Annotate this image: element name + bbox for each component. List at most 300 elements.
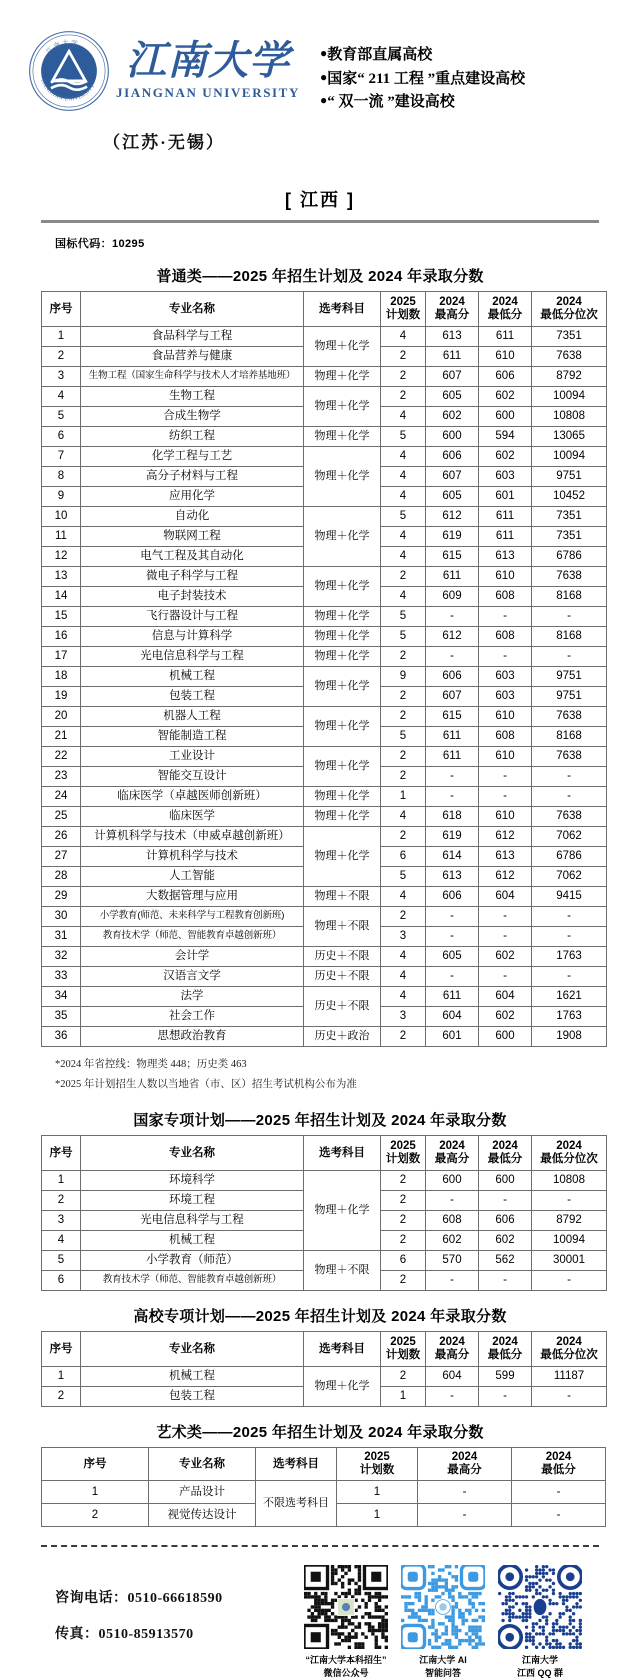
- cell-major: 教育技术学（师范、智能教育卓越创新班）: [81, 1270, 304, 1290]
- cell-high-score: -: [426, 607, 479, 627]
- col-header-plan: 2025 计划数: [381, 1331, 426, 1366]
- cell-rank: -: [532, 1270, 607, 1290]
- table-row: [42, 1366, 607, 1386]
- cell-high-score: 604: [426, 1366, 479, 1386]
- col-header-subject: 选考科目: [304, 1331, 381, 1366]
- cell-high-score: 615: [426, 707, 479, 727]
- cell-rank: -: [532, 767, 607, 787]
- cell-high-score: 605: [426, 387, 479, 407]
- cell-major: 机械工程: [81, 1230, 304, 1250]
- col-header-index: 序号: [42, 292, 81, 327]
- cell-rank: 1763: [532, 1007, 607, 1027]
- qr-code-group: [300, 1565, 582, 1680]
- badge-label: 国家“ 211 工程 ”重点建设高校: [327, 70, 526, 87]
- cell-subject: 物理＋化学: [304, 707, 381, 747]
- university-badges: [314, 30, 525, 115]
- cell-plan: 2: [381, 687, 426, 707]
- cell-high-score: 611: [426, 727, 479, 747]
- cell-high-score: -: [426, 1190, 479, 1210]
- footnote: *2025 年计划招生人数以当地省（市、区）招生考试机构公布为准: [55, 1078, 357, 1090]
- cell-plan: 1: [381, 1386, 426, 1406]
- cell-low-score: 604: [479, 887, 532, 907]
- cell-low-score: 604: [479, 987, 532, 1007]
- cell-subject: 历史＋不限: [304, 947, 381, 967]
- cell-subject: 物理＋化学: [304, 447, 381, 507]
- cell-high-score: 619: [426, 827, 479, 847]
- cell-major: 人工智能: [81, 867, 304, 887]
- cell-plan: 2: [381, 707, 426, 727]
- qr-code-qq-icon[interactable]: [498, 1565, 582, 1649]
- cell-index: 3: [42, 367, 81, 387]
- cell-low-score: -: [479, 1386, 532, 1406]
- cell-low-score: 612: [479, 827, 532, 847]
- cell-subject: 物理＋化学: [304, 807, 381, 827]
- cell-low-score: 600: [479, 407, 532, 427]
- admissions-table: [41, 1135, 607, 1291]
- art-admissions-table: [41, 1447, 606, 1527]
- cell-subject: 历史＋不限: [304, 987, 381, 1027]
- cell-major: 大数据管理与应用: [81, 887, 304, 907]
- cell-rank: 10808: [532, 1170, 607, 1190]
- cell-index: 2: [42, 1503, 149, 1526]
- cell-low-score: -: [479, 967, 532, 987]
- cell-index: 26: [42, 827, 81, 847]
- cell-rank: 1763: [532, 947, 607, 967]
- cell-major: 光电信息科学与工程: [81, 647, 304, 667]
- cell-high-score: 606: [426, 887, 479, 907]
- cell-rank: 10094: [532, 387, 607, 407]
- table-row: [42, 747, 607, 767]
- cell-index: 4: [42, 1230, 81, 1250]
- cell-subject: 物理＋化学: [304, 647, 381, 667]
- qr-code-item: [498, 1565, 582, 1680]
- col-header-high: 2024 最高分: [426, 1135, 479, 1170]
- cell-index: 19: [42, 687, 81, 707]
- cell-rank: 10094: [532, 1230, 607, 1250]
- footnotes: [0, 1047, 640, 1095]
- table-row: [42, 707, 607, 727]
- cell-plan: 2: [381, 1190, 426, 1210]
- cell-high-score: -: [426, 647, 479, 667]
- col-header-low: 2024 最低分: [479, 1135, 532, 1170]
- cell-high-score: 607: [426, 467, 479, 487]
- cell-rank: 7062: [532, 827, 607, 847]
- cell-plan: 2: [381, 767, 426, 787]
- table-row: [42, 667, 607, 687]
- cell-low-score: 613: [479, 547, 532, 567]
- cell-major: 环境科学: [81, 1170, 304, 1190]
- cell-rank: 6786: [532, 547, 607, 567]
- cell-rank: 7638: [532, 347, 607, 367]
- cell-major: 包装工程: [81, 1386, 304, 1406]
- cell-subject: 物理＋化学: [304, 507, 381, 567]
- col-header-rank: 2024 最低分位次: [532, 1331, 607, 1366]
- cell-plan: 2: [381, 1270, 426, 1290]
- cell-plan: 4: [381, 587, 426, 607]
- cell-index: 16: [42, 627, 81, 647]
- cell-plan: 2: [381, 907, 426, 927]
- cell-rank: 9415: [532, 887, 607, 907]
- cell-index: 8: [42, 467, 81, 487]
- section-title: 高校专项计划——2025 年招生计划及 2024 年录取分数: [133, 1307, 507, 1325]
- cell-low-score: 603: [479, 687, 532, 707]
- cell-high-score: 605: [426, 487, 479, 507]
- cell-major: 会计学: [81, 947, 304, 967]
- table-row: [42, 327, 607, 347]
- cell-rank: 1621: [532, 987, 607, 1007]
- cell-plan: 6: [381, 1250, 426, 1270]
- cell-rank: 7638: [532, 707, 607, 727]
- cell-index: 35: [42, 1007, 81, 1027]
- university-location: （江苏·无锡）: [103, 133, 225, 152]
- cell-low-score: 603: [479, 667, 532, 687]
- footnote: *2024 年省控线：物理类 448；历史类 463: [55, 1059, 247, 1070]
- cell-index: 15: [42, 607, 81, 627]
- cell-rank: 10452: [532, 487, 607, 507]
- cell-major: 社会工作: [81, 1007, 304, 1027]
- cell-low-score: -: [479, 787, 532, 807]
- admissions-table: [41, 1331, 607, 1407]
- cell-rank: 8792: [532, 367, 607, 387]
- page-header: [0, 0, 640, 170]
- cell-major: 高分子材料与工程: [81, 467, 304, 487]
- cell-rank: 11187: [532, 1366, 607, 1386]
- cell-major: 思想政治教育: [81, 1027, 304, 1047]
- table-row: [42, 987, 607, 1007]
- cell-low-score: 600: [479, 1027, 532, 1047]
- cell-rank: 7638: [532, 807, 607, 827]
- cell-subject: 物理＋不限: [304, 907, 381, 947]
- cell-rank: 9751: [532, 667, 607, 687]
- cell-high-score: 601: [426, 1027, 479, 1047]
- table-row: [42, 807, 607, 827]
- cell-high-score: 613: [426, 867, 479, 887]
- cell-high-score: -: [426, 907, 479, 927]
- cell-index: 21: [42, 727, 81, 747]
- cell-plan: 5: [381, 607, 426, 627]
- cell-rank: -: [532, 647, 607, 667]
- cell-rank: -: [532, 787, 607, 807]
- cell-high-score: 607: [426, 367, 479, 387]
- table-row: [42, 1170, 607, 1190]
- cell-rank: -: [532, 1386, 607, 1406]
- table-row: [42, 447, 607, 467]
- col-header-low: 2024 最低分: [512, 1447, 606, 1480]
- cell-low-score: 606: [479, 1210, 532, 1230]
- cell-subject: 物理＋化学: [304, 827, 381, 887]
- cell-high-score: -: [426, 767, 479, 787]
- cell-low-score: 602: [479, 387, 532, 407]
- cell-major: 飞行器设计与工程: [81, 607, 304, 627]
- cell-high-score: 570: [426, 1250, 479, 1270]
- table-row: [42, 507, 607, 527]
- cell-index: 3: [42, 1210, 81, 1230]
- cell-subject: 物理＋化学: [304, 627, 381, 647]
- table-row: [42, 387, 607, 407]
- header-divider: [41, 220, 599, 223]
- cell-plan: 3: [381, 1007, 426, 1027]
- cell-index: 6: [42, 427, 81, 447]
- cell-low-score: 600: [479, 1170, 532, 1190]
- cell-plan: 4: [381, 327, 426, 347]
- cell-index: 29: [42, 887, 81, 907]
- cell-rank: 8792: [532, 1210, 607, 1230]
- province-title: [ 江西 ]: [285, 190, 355, 210]
- cell-rank: 30001: [532, 1250, 607, 1270]
- cell-plan: 5: [381, 867, 426, 887]
- cell-major: 化学工程与工艺: [81, 447, 304, 467]
- cell-rank: -: [532, 607, 607, 627]
- cell-index: 33: [42, 967, 81, 987]
- cell-plan: 1: [337, 1503, 418, 1526]
- col-header-subject: 选考科目: [304, 1135, 381, 1170]
- university-name-cn: 江南大学: [126, 38, 290, 83]
- badge-label: “ 双一流 ”建设高校: [327, 94, 455, 111]
- cell-plan: 4: [381, 407, 426, 427]
- cell-low-score: -: [479, 927, 532, 947]
- cell-major: 信息与计算科学: [81, 627, 304, 647]
- col-header-index: 序号: [42, 1135, 81, 1170]
- cell-index: 1: [42, 1366, 81, 1386]
- table-row: [42, 947, 607, 967]
- cell-plan: 4: [381, 807, 426, 827]
- cell-high-score: 612: [426, 507, 479, 527]
- cell-index: 30: [42, 907, 81, 927]
- cell-rank: 9751: [532, 687, 607, 707]
- cell-major: 食品科学与工程: [81, 327, 304, 347]
- cell-index: 1: [42, 1480, 149, 1503]
- cell-high-score: 600: [426, 1170, 479, 1190]
- cell-high-score: 614: [426, 847, 479, 867]
- cell-index: 25: [42, 807, 81, 827]
- cell-high-score: 607: [426, 687, 479, 707]
- cell-plan: 4: [381, 967, 426, 987]
- cell-rank: 7351: [532, 327, 607, 347]
- cell-index: 7: [42, 447, 81, 467]
- cell-rank: 7638: [532, 747, 607, 767]
- table-row: [42, 827, 607, 847]
- cell-major: 纺织工程: [81, 427, 304, 447]
- cell-high-score: -: [426, 1270, 479, 1290]
- cell-high-score: 611: [426, 347, 479, 367]
- cell-high-score: 602: [426, 407, 479, 427]
- cell-low-score: 602: [479, 947, 532, 967]
- col-header-high: 2024 最高分: [418, 1447, 512, 1480]
- col-header-low: 2024 最低分: [479, 1331, 532, 1366]
- cell-rank: 1908: [532, 1027, 607, 1047]
- cell-major: 教育技术学（师范、智能教育卓越创新班）: [81, 927, 304, 947]
- col-header-high: 2024 最高分: [426, 292, 479, 327]
- bullet-dot-icon: ●: [320, 46, 328, 60]
- cell-major: 包装工程: [81, 687, 304, 707]
- cell-major: 电气工程及其自动化: [81, 547, 304, 567]
- col-header-major: 专业名称: [81, 292, 304, 327]
- cell-rank: -: [532, 1190, 607, 1210]
- cell-low-score: 608: [479, 727, 532, 747]
- cell-plan: 4: [381, 527, 426, 547]
- cell-subject: 物理＋不限: [304, 1250, 381, 1290]
- cell-low-score: 610: [479, 747, 532, 767]
- table-row: [42, 567, 607, 587]
- cell-plan: 2: [381, 1230, 426, 1250]
- cell-low-score: -: [479, 607, 532, 627]
- cell-plan: 2: [381, 1027, 426, 1047]
- cell-major: 应用化学: [81, 487, 304, 507]
- cell-index: 9: [42, 487, 81, 507]
- cell-major: 光电信息科学与工程: [81, 1210, 304, 1230]
- table-row: [42, 787, 607, 807]
- cell-index: 20: [42, 707, 81, 727]
- bullet-dot-icon: ●: [320, 93, 328, 108]
- cell-subject: 物理＋化学: [304, 667, 381, 707]
- cell-low-score: 602: [479, 447, 532, 467]
- cell-plan: 5: [381, 427, 426, 447]
- badge-item: [320, 44, 525, 68]
- cell-major: 小学教育（师范）: [81, 1250, 304, 1270]
- svg-text:江 南 大 学: 江 南 大 学: [45, 39, 79, 56]
- cell-high-score: 613: [426, 327, 479, 347]
- university-name-en: JIANGNAN UNIVERSITY: [116, 85, 300, 100]
- university-branding: [0, 30, 314, 153]
- cell-low-score: 602: [479, 1007, 532, 1027]
- cell-plan: 9: [381, 667, 426, 687]
- cell-subject: 物理＋化学: [304, 1366, 381, 1406]
- national-code: 国标代码：10295: [55, 238, 145, 250]
- cell-plan: 2: [381, 647, 426, 667]
- cell-major: 汉语言文学: [81, 967, 304, 987]
- col-header-plan: 2025 计划数: [337, 1447, 418, 1480]
- table-row: [42, 967, 607, 987]
- cell-plan: 2: [381, 747, 426, 767]
- cell-subject: 物理＋化学: [304, 1170, 381, 1250]
- cell-plan: 2: [381, 367, 426, 387]
- cell-low-score: 610: [479, 347, 532, 367]
- cell-subject: 物理＋化学: [304, 387, 381, 427]
- cell-high-score: 611: [426, 987, 479, 1007]
- cell-rank: -: [532, 967, 607, 987]
- cell-major: 计算机科学与技术（申威卓越创新班）: [81, 827, 304, 847]
- cell-index: 14: [42, 587, 81, 607]
- col-header-plan: 2025 计划数: [381, 292, 426, 327]
- cell-subject: 物理＋化学: [304, 607, 381, 627]
- cell-index: 1: [42, 1170, 81, 1190]
- cell-plan: 4: [381, 987, 426, 1007]
- col-header-major: 专业名称: [81, 1331, 304, 1366]
- cell-index: 2: [42, 1386, 81, 1406]
- cell-plan: 2: [381, 827, 426, 847]
- cell-major: 法学: [81, 987, 304, 1007]
- cell-index: 2: [42, 1190, 81, 1210]
- badge-item: [320, 68, 525, 92]
- cell-plan: 5: [381, 507, 426, 527]
- cell-index: 18: [42, 667, 81, 687]
- sections-container: [0, 265, 640, 1680]
- admissions-table: [41, 291, 607, 1047]
- jiangnan-university-seal-icon: [28, 30, 110, 112]
- cell-rank: 7351: [532, 507, 607, 527]
- cell-rank: 8168: [532, 727, 607, 747]
- cell-low-score: 603: [479, 467, 532, 487]
- cell-major: 机械工程: [81, 1366, 304, 1386]
- cell-low-score: 606: [479, 367, 532, 387]
- cell-plan: 4: [381, 467, 426, 487]
- cell-major: 临床医学: [81, 807, 304, 827]
- cell-plan: 2: [381, 1170, 426, 1190]
- cell-high-score: 615: [426, 547, 479, 567]
- cell-index: 11: [42, 527, 81, 547]
- cell-subject: 物理＋化学: [304, 787, 381, 807]
- cell-low-score: 601: [479, 487, 532, 507]
- cell-low-score: 613: [479, 847, 532, 867]
- qr-code-item: [304, 1565, 388, 1680]
- cell-low-score: -: [512, 1480, 606, 1503]
- qr-code-wechat-icon[interactable]: [304, 1565, 388, 1649]
- badge-label: 教育部直属高校: [327, 47, 433, 63]
- cell-index: 5: [42, 1250, 81, 1270]
- cell-major: 环境工程: [81, 1190, 304, 1210]
- cell-index: 17: [42, 647, 81, 667]
- cell-high-score: 611: [426, 747, 479, 767]
- cell-low-score: -: [479, 647, 532, 667]
- cell-low-score: -: [479, 1270, 532, 1290]
- page-footer: [0, 1547, 640, 1680]
- col-header-subject: 选考科目: [304, 292, 381, 327]
- cell-plan: 2: [381, 567, 426, 587]
- cell-plan: 3: [381, 927, 426, 947]
- bullet-dot-icon: ●: [320, 69, 328, 84]
- col-header-major: 专业名称: [81, 1135, 304, 1170]
- cell-major: 自动化: [81, 507, 304, 527]
- cell-plan: 6: [381, 847, 426, 867]
- cell-rank: 7638: [532, 567, 607, 587]
- qr-code-item: [401, 1565, 485, 1680]
- cell-low-score: 602: [479, 1230, 532, 1250]
- cell-plan: 4: [381, 487, 426, 507]
- cell-low-score: 608: [479, 627, 532, 647]
- cell-high-score: -: [426, 1386, 479, 1406]
- cell-high-score: 608: [426, 1210, 479, 1230]
- col-header-plan: 2025 计划数: [381, 1135, 426, 1170]
- table-row: [42, 607, 607, 627]
- qr-code-ai-icon[interactable]: [401, 1565, 485, 1649]
- section-title: 普通类——2025 年招生计划及 2024 年录取分数: [156, 268, 484, 285]
- qr-code-caption: “江南大学本科招生” 微信公众号: [305, 1654, 387, 1678]
- cell-plan: 4: [381, 447, 426, 467]
- cell-major: 工业设计: [81, 747, 304, 767]
- cell-high-score: 606: [426, 447, 479, 467]
- cell-major: 临床医学（卓越医师创新班）: [81, 787, 304, 807]
- cell-major: 计算机科学与技术: [81, 847, 304, 867]
- table-row: [42, 427, 607, 447]
- table-row: [42, 1027, 607, 1047]
- cell-index: 6: [42, 1270, 81, 1290]
- col-header-index: 序号: [42, 1447, 149, 1480]
- cell-rank: 7062: [532, 867, 607, 887]
- cell-high-score: 602: [426, 1230, 479, 1250]
- cell-plan: 2: [381, 387, 426, 407]
- cell-low-score: 610: [479, 807, 532, 827]
- cell-index: 34: [42, 987, 81, 1007]
- cell-low-score: -: [512, 1503, 606, 1526]
- cell-plan: 4: [381, 547, 426, 567]
- cell-high-score: 619: [426, 527, 479, 547]
- table-row: [42, 367, 607, 387]
- cell-high-score: 612: [426, 627, 479, 647]
- cell-high-score: 618: [426, 807, 479, 827]
- cell-high-score: 600: [426, 427, 479, 447]
- cell-index: 31: [42, 927, 81, 947]
- cell-index: 27: [42, 847, 81, 867]
